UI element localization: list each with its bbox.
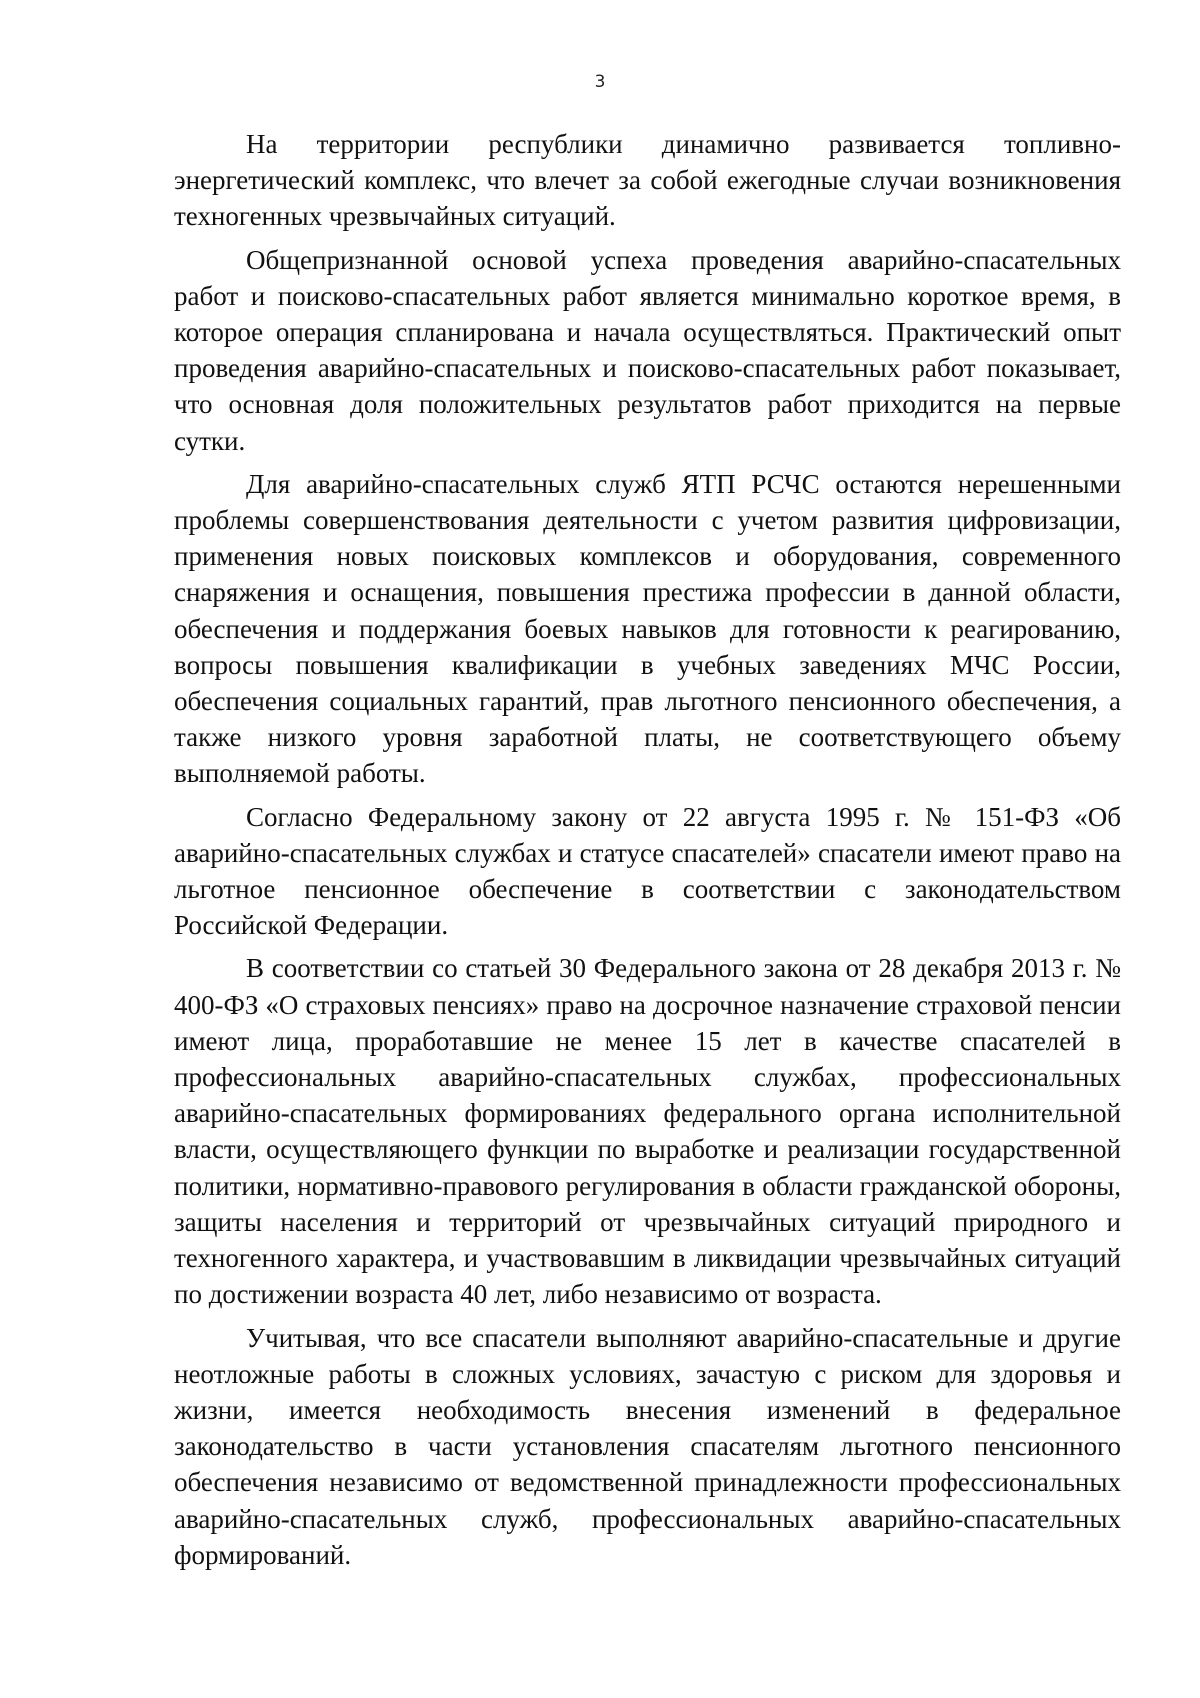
- paragraph-federal-law-151: Согласно Федеральному закону от 22 августа 1995 г. № 151-ФЗ «Об аварийно-спасательных службах и статусе спасателей» спасатели имеют право на льготное пенсионное обеспечение в соответствии с законодательством Российской Федерации.: [174, 801, 1121, 941]
- paragraph-rescue-operations-timing: Общепризнанной основой успеха проведения аварийно-спасательных работ и поисково-спасательных работ является минимально короткое время, в которое операция спланирована и начала осуществляться. Практический опыт проведения аварийно-спасательных и поисково-спасательных работ показывает, что основная доля положительных результатов работ приходится на первые сутки.: [174, 244, 1121, 456]
- page-number: 3: [594, 72, 606, 92]
- paragraph-fuel-energy-complex: На территории республики динамично развивается топливно-энергетический комплекс, что влечет за собой ежегодные случаи возникновения техногенных чрезвычайных ситуаций.: [174, 129, 1121, 232]
- paragraph-pension-amendment-necessity: Учитывая, что все спасатели выполняют аварийно-спасательные и другие неотложные работы в сложных условиях, зачастую с риском для здоровья и жизни, имеется необходимость внесения изменений в федеральное законодательство в части установления спасателям льготного пенсионного обеспечения независимо от ведомственной принадлежности профессиональных аварийно-спасательных служб, профессиональных аварийно-спасательных формирований.: [174, 1322, 1121, 1570]
- paragraph-federal-law-400: В соответствии со статьей 30 Федерального закона от 28 декабря 2013 г. № 400-ФЗ «О страховых пенсиях» право на досрочное назначение страховой пенсии имеют лица, проработавшие не менее 15 лет в качестве спасателей в профессиональных аварийно-спасательных службах, профессиональных аварийно-спасательных формированиях федерального органа исполнительной власти, осуществляющего функции по выработке и реализации государственной политики, нормативно-правового регулирования в области гражданской обороны, защиты населения и территорий от чрезвычайных ситуаций природного и техногенного характера, и участвовавшим в ликвидации чрезвычайных ситуаций по достижении возраста 40 лет, либо независимо от возраста.: [174, 953, 1121, 1310]
- paragraph-unresolved-problems: Для аварийно-спасательных служб ЯТП РСЧС остаются нерешенными проблемы совершенствования деятельности с учетом развития цифровизации, применения новых поисковых комплексов и оборудования, современного снаряжения и оснащения, повышения престижа профессии в данной области, обеспечения и поддержания боевых навыков для готовности к реагированию, вопросы повышения квалификации в учебных заведениях МЧС России, обеспечения социальных гарантий, прав льготного пенсионного обеспечения, а также низкого уровня заработной платы, не соответствующего объему выполняемой работы.: [174, 468, 1121, 789]
- document-body: [174, 126, 1121, 1573]
